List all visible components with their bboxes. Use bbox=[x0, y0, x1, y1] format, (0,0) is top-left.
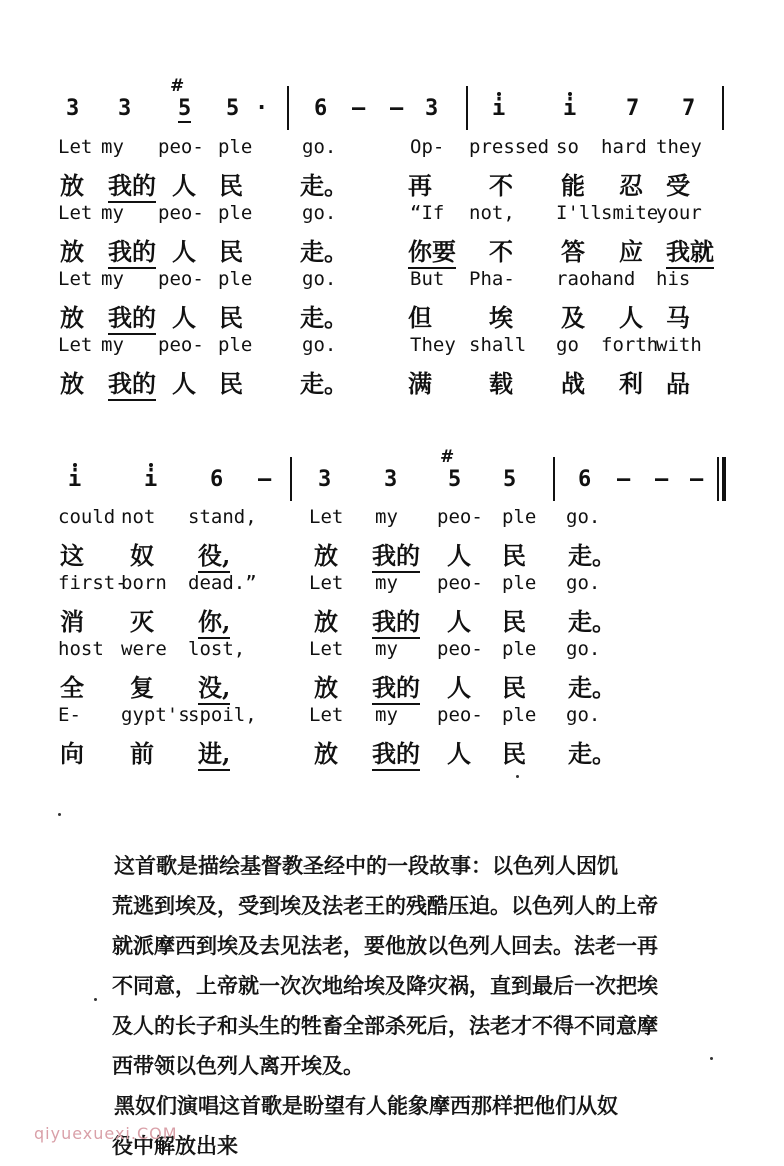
paragraph-line: 及人的长子和头生的牲畜全部杀死后，法老才不得不同意摩 bbox=[112, 1013, 658, 1038]
jianpu-note: · bbox=[255, 96, 269, 121]
lyric-en: first- bbox=[58, 572, 127, 594]
lyric-zh: 不 bbox=[489, 171, 513, 200]
lyric-en: my bbox=[101, 268, 124, 290]
lyric-zh: 我就 bbox=[666, 232, 714, 269]
note-cell bbox=[563, 96, 576, 121]
lyric-en: could bbox=[58, 506, 116, 528]
lyric-en: I'll bbox=[556, 202, 602, 224]
note-cell bbox=[626, 96, 639, 121]
lyric-en: raoh bbox=[556, 268, 602, 290]
lyric-en: born bbox=[121, 572, 167, 594]
lyric-zh: 全 bbox=[60, 673, 84, 702]
jianpu-note: – bbox=[655, 467, 669, 492]
barline bbox=[466, 86, 468, 130]
lyric-en: peo- bbox=[437, 638, 483, 660]
paragraph-line: 荒逃到埃及，受到埃及法老王的残酷压迫。以色列人的上帝 bbox=[112, 893, 658, 918]
lyric-zh: 民 bbox=[219, 369, 243, 398]
jianpu-note: 7 bbox=[682, 96, 696, 121]
lyric-zh: 走。 bbox=[300, 237, 348, 266]
lyric-en: lost, bbox=[188, 638, 246, 660]
note-cell bbox=[655, 467, 668, 492]
lyric-en: Let bbox=[58, 268, 93, 290]
lyric-zh: 放 bbox=[60, 171, 84, 200]
lyric-zh: 奴 bbox=[130, 541, 154, 570]
paragraph-line: 黑奴们演唱这首歌是盼望有人能象摩西那样把他们从奴 bbox=[72, 1093, 618, 1118]
scan-speck bbox=[710, 1057, 713, 1060]
lyric-zh: 民 bbox=[502, 673, 526, 702]
lyric-zh: 民 bbox=[502, 541, 526, 570]
lyric-en: ple bbox=[502, 506, 537, 528]
lyric-en: go bbox=[556, 334, 579, 356]
note-cell bbox=[503, 467, 516, 492]
final-barline-thin bbox=[717, 457, 719, 501]
lyric-en: Pha- bbox=[469, 268, 515, 290]
note-cell bbox=[210, 467, 223, 492]
lyric-zh: 你, bbox=[198, 602, 230, 639]
lyric-zh: 走。 bbox=[300, 303, 348, 332]
lyric-en: my bbox=[101, 334, 124, 356]
lyric-zh: 民 bbox=[219, 171, 243, 200]
lyric-zh: 我的 bbox=[372, 734, 420, 771]
lyric-zh: 应 bbox=[619, 237, 643, 266]
jianpu-note: 6 bbox=[314, 96, 328, 121]
jianpu-note: i bbox=[563, 96, 576, 121]
lyric-zh: 放 bbox=[314, 541, 338, 570]
note-cell bbox=[66, 96, 79, 121]
lyric-zh: 但 bbox=[408, 303, 432, 332]
lyric-zh: 我的 bbox=[108, 232, 156, 269]
lyric-zh: 民 bbox=[502, 607, 526, 636]
lyric-en: my bbox=[375, 704, 398, 726]
lyric-zh: 走。 bbox=[300, 369, 348, 398]
lyric-zh: 品 bbox=[666, 369, 690, 398]
lyric-en: ple bbox=[218, 334, 253, 356]
lyric-en: go. bbox=[566, 572, 601, 594]
lyric-en: Let bbox=[58, 136, 93, 158]
lyric-zh: 人 bbox=[172, 369, 196, 398]
lyric-en: ple bbox=[502, 704, 537, 726]
jianpu-note: i bbox=[68, 467, 81, 492]
jianpu-note: 3 bbox=[318, 467, 332, 492]
lyric-zh: 走。 bbox=[300, 171, 348, 200]
high-octave-dot bbox=[568, 92, 572, 96]
lyric-zh: 我的 bbox=[372, 536, 420, 573]
note-cell bbox=[68, 467, 81, 492]
note-cell bbox=[578, 467, 591, 492]
lyric-zh: 这 bbox=[60, 541, 84, 570]
note-cell bbox=[226, 96, 239, 121]
lyric-zh: 及 bbox=[561, 303, 585, 332]
note-cell bbox=[118, 96, 131, 121]
lyric-en: Op- bbox=[410, 136, 445, 158]
paragraph-line: 役中解放出来 bbox=[112, 1133, 238, 1158]
lyric-en: not bbox=[121, 506, 156, 528]
lyric-zh: 能 bbox=[561, 171, 585, 200]
lyric-zh: 人 bbox=[447, 541, 471, 570]
lyric-en: they bbox=[656, 136, 702, 158]
lyric-en: peo- bbox=[158, 136, 204, 158]
lyric-en: his bbox=[656, 268, 691, 290]
lyric-zh: 你要 bbox=[408, 232, 456, 269]
lyric-zh: 民 bbox=[219, 237, 243, 266]
high-octave-dot bbox=[497, 92, 501, 96]
lyric-en: ple bbox=[218, 136, 253, 158]
lyric-en: smite bbox=[601, 202, 659, 224]
lyric-en: my bbox=[375, 506, 398, 528]
lyric-en: Let bbox=[58, 202, 93, 224]
lyric-en: my bbox=[101, 136, 124, 158]
lyric-zh: 放 bbox=[314, 739, 338, 768]
jianpu-note: 5 bbox=[448, 467, 462, 492]
lyric-en: go. bbox=[566, 638, 601, 660]
paragraph-line: 不同意，上帝就一次次地给埃及降灾祸，直到最后一次把埃 bbox=[112, 973, 658, 998]
jianpu-note: 5 bbox=[178, 96, 192, 121]
sharp-sign: # bbox=[440, 447, 455, 467]
lyric-en: Let bbox=[309, 638, 344, 660]
lyric-zh: 消 bbox=[60, 607, 84, 636]
lyric-zh: 载 bbox=[489, 369, 513, 398]
jianpu-note: i bbox=[492, 96, 505, 121]
lyric-zh: 放 bbox=[60, 237, 84, 266]
lyric-zh: 放 bbox=[314, 673, 338, 702]
note-cell bbox=[144, 467, 157, 492]
note-cell bbox=[170, 76, 192, 123]
jianpu-note: 5 bbox=[226, 96, 240, 121]
note-cell bbox=[314, 96, 327, 121]
lyric-zh: 埃 bbox=[489, 303, 513, 332]
lyric-en: go. bbox=[302, 268, 337, 290]
jianpu-note: – bbox=[258, 467, 272, 492]
lyric-en: They bbox=[410, 334, 456, 356]
lyric-zh: 进, bbox=[198, 734, 230, 771]
lyric-en: ple bbox=[502, 572, 537, 594]
lyric-zh: 我的 bbox=[372, 668, 420, 705]
lyric-en: my bbox=[375, 638, 398, 660]
jianpu-note: 6 bbox=[578, 467, 592, 492]
lyric-en: peo- bbox=[158, 334, 204, 356]
jianpu-note: – bbox=[352, 96, 366, 121]
jianpu-note: i bbox=[144, 467, 157, 492]
lyric-en: forth bbox=[601, 334, 659, 356]
lyric-en: Let bbox=[309, 506, 344, 528]
lyric-zh: 役, bbox=[198, 536, 230, 573]
lyric-en: ple bbox=[218, 268, 253, 290]
high-octave-dot bbox=[149, 463, 153, 467]
watermark: qiyuexuexi.COM bbox=[34, 1124, 178, 1143]
lyric-en: spoil, bbox=[188, 704, 257, 726]
lyric-zh: 复 bbox=[130, 673, 154, 702]
jianpu-note: – bbox=[617, 467, 631, 492]
lyric-zh: 灭 bbox=[130, 607, 154, 636]
scan-speck bbox=[94, 998, 97, 1001]
lyric-en: so bbox=[556, 136, 579, 158]
lyric-zh: 人 bbox=[447, 739, 471, 768]
note-cell bbox=[390, 96, 403, 121]
jianpu-note: – bbox=[690, 467, 704, 492]
lyric-zh: 忍 bbox=[619, 171, 643, 200]
lyric-zh: 放 bbox=[60, 369, 84, 398]
lyric-en: peo- bbox=[437, 572, 483, 594]
jianpu-note: – bbox=[390, 96, 404, 121]
lyric-zh: 走。 bbox=[568, 673, 616, 702]
lyric-en: not, bbox=[469, 202, 515, 224]
lyric-en: peo- bbox=[437, 506, 483, 528]
jianpu-note: 3 bbox=[66, 96, 80, 121]
lyric-zh: 再 bbox=[408, 171, 432, 200]
lyric-en: ple bbox=[218, 202, 253, 224]
barline bbox=[722, 86, 724, 130]
lyric-en: E- bbox=[58, 704, 81, 726]
barline bbox=[290, 457, 292, 501]
lyric-zh: 人 bbox=[619, 303, 643, 332]
note-cell bbox=[682, 96, 695, 121]
jianpu-note: 5 bbox=[503, 467, 517, 492]
lyric-zh: 我的 bbox=[108, 298, 156, 335]
lyric-en: go. bbox=[302, 334, 337, 356]
lyric-zh: 我的 bbox=[108, 166, 156, 203]
lyric-en: peo- bbox=[158, 268, 204, 290]
note-cell bbox=[492, 96, 505, 121]
lyric-zh: 战 bbox=[561, 369, 585, 398]
lyric-en: Let bbox=[309, 704, 344, 726]
lyric-en: go. bbox=[566, 506, 601, 528]
lyric-en: go. bbox=[302, 202, 337, 224]
lyric-en: dead.” bbox=[188, 572, 257, 594]
paragraph-line: 就派摩西到埃及去见法老，要他放以色列人回去。法老一再 bbox=[112, 933, 658, 958]
lyric-en: my bbox=[101, 202, 124, 224]
paragraph-line: 这首歌是描绘基督教圣经中的一段故事：以色列人因饥 bbox=[72, 853, 618, 878]
scan-speck bbox=[516, 775, 519, 778]
lyric-zh: 民 bbox=[502, 739, 526, 768]
final-barline-thick bbox=[722, 457, 726, 501]
lyric-zh: 放 bbox=[60, 303, 84, 332]
lyric-en: and bbox=[601, 268, 636, 290]
lyric-zh: 不 bbox=[489, 237, 513, 266]
lyric-en: your bbox=[656, 202, 702, 224]
note-cell bbox=[384, 467, 397, 492]
lyric-zh: 答 bbox=[561, 237, 585, 266]
lyric-en: gypt's bbox=[121, 704, 190, 726]
lyric-zh: 人 bbox=[447, 607, 471, 636]
scan-speck bbox=[58, 813, 61, 816]
lyric-zh: 前 bbox=[130, 739, 154, 768]
lyric-en: But bbox=[410, 268, 445, 290]
sharp-sign: # bbox=[170, 76, 185, 96]
lyric-zh: 满 bbox=[408, 369, 432, 398]
lyric-zh: 放 bbox=[314, 607, 338, 636]
lyric-en: host bbox=[58, 638, 104, 660]
lyric-zh: 马 bbox=[666, 303, 690, 332]
lyric-zh: 利 bbox=[619, 369, 643, 398]
lyric-zh: 没, bbox=[198, 668, 230, 705]
note-cell bbox=[258, 467, 271, 492]
lyric-zh: 我的 bbox=[372, 602, 420, 639]
lyric-en: my bbox=[375, 572, 398, 594]
lyric-en: Let bbox=[309, 572, 344, 594]
jianpu-note: 7 bbox=[626, 96, 640, 121]
jianpu-note: 3 bbox=[118, 96, 132, 121]
lyric-en: peo- bbox=[158, 202, 204, 224]
lyric-en: stand, bbox=[188, 506, 257, 528]
lyric-zh: 人 bbox=[172, 171, 196, 200]
lyric-en: go. bbox=[302, 136, 337, 158]
lyric-en: peo- bbox=[437, 704, 483, 726]
note-cell bbox=[352, 96, 365, 121]
lyric-en: shall bbox=[469, 334, 527, 356]
barline bbox=[553, 457, 555, 501]
lyric-en: were bbox=[121, 638, 167, 660]
lyric-en: “If bbox=[410, 202, 445, 224]
jianpu-note: 3 bbox=[384, 467, 398, 492]
lyric-zh: 受 bbox=[666, 171, 690, 200]
lyric-zh: 人 bbox=[447, 673, 471, 702]
lyric-zh: 走。 bbox=[568, 739, 616, 768]
lyric-en: with bbox=[656, 334, 702, 356]
jianpu-note: 3 bbox=[425, 96, 439, 121]
note-cell bbox=[318, 467, 331, 492]
lyric-zh: 走。 bbox=[568, 541, 616, 570]
lyric-zh: 我的 bbox=[108, 364, 156, 401]
lyric-en: pressed bbox=[469, 136, 550, 158]
high-octave-dot bbox=[73, 463, 77, 467]
jianpu-note: 6 bbox=[210, 467, 224, 492]
note-cell bbox=[617, 467, 630, 492]
note-cell bbox=[255, 96, 268, 121]
lyric-en: ple bbox=[502, 638, 537, 660]
lyric-zh: 走。 bbox=[568, 607, 616, 636]
lyric-zh: 人 bbox=[172, 303, 196, 332]
lyric-en: hard bbox=[601, 136, 647, 158]
lyric-zh: 民 bbox=[219, 303, 243, 332]
lyric-zh: 向 bbox=[60, 739, 84, 768]
paragraph-line: 西带领以色列人离开埃及。 bbox=[112, 1053, 364, 1078]
note-cell bbox=[690, 467, 703, 492]
lyric-zh: 人 bbox=[172, 237, 196, 266]
barline bbox=[287, 86, 289, 130]
lyric-en: go. bbox=[566, 704, 601, 726]
note-cell bbox=[440, 447, 462, 492]
lyric-en: Let bbox=[58, 334, 93, 356]
note-cell bbox=[425, 96, 438, 121]
